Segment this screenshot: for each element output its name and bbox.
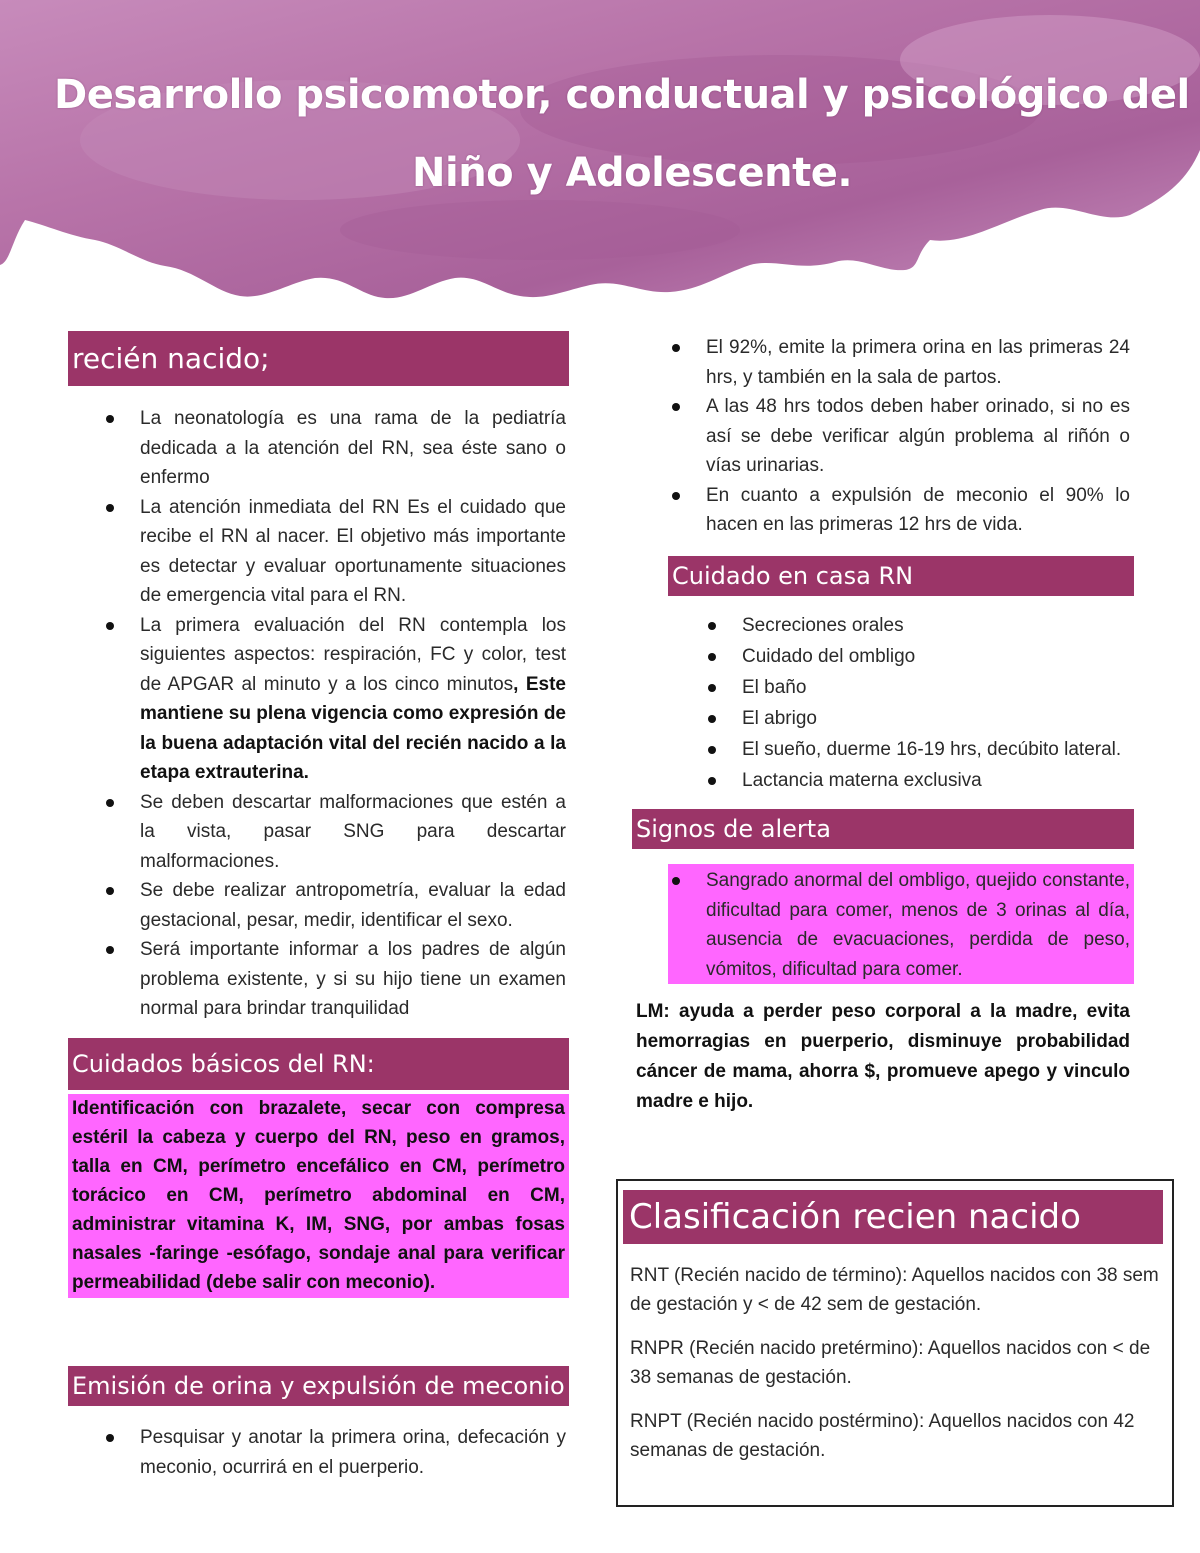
cuidados-basicos-text: Identificación con brazalete, secar con compresa estéril la cabeza y cuerpo del RN, peso en gramos, talla en CM, perímetro encefálico en CM, perímetro torácico en CM, perímetro abdominal en CM, administrar vitamina K, IM, SNG, por ambas fosas nasales -faringe -esófago, sondaje anal para verificar permeabilidad (debe salir con meconio). <box>68 1094 569 1298</box>
list-item: Se deben descartar malformaciones que estén a la vista, pasar SNG para descartar malformaciones. <box>100 788 566 877</box>
emision-list-part-1 <box>100 1423 566 1482</box>
list-item: Pesquisar y anotar la primera orina, defecación y meconio, ocurrirá en el puerperio. <box>100 1423 566 1482</box>
list-item: La primera evaluación del RN contempla los siguientes aspectos: respiración, FC y color, test de APGAR al minuto y a los cinco minutos, Este mantiene su plena vigencia como expresión de la buena adaptación vital del recién nacido a la etapa extrauterina. <box>100 611 566 788</box>
list-item: Cuidado del ombligo <box>702 642 1132 672</box>
clasificacion-item-rnpr: RNPR (Recién nacido pretérmino): Aquellos nacidos con < de 38 semanas de gestación. <box>630 1338 1151 1388</box>
list-item: La atención inmediata del RN Es el cuidado que recibe el RN al nacer. El objetivo más importante es detectar y evaluar oportunamente situaciones de emergencia vital para el RN. <box>100 493 566 611</box>
list-item: Se debe realizar antropometría, evaluar la edad gestacional, pesar, medir, identificar el sexo. <box>100 876 566 935</box>
cuidado-casa-list <box>702 611 1132 796</box>
list-item: El abrigo <box>702 704 1132 734</box>
page-title-line-2: Niño y Adolescente. <box>412 150 853 196</box>
list-item: La neonatología es una rama de la pediatría dedicada a la atención del RN, sea éste sano o enfermo <box>100 404 566 493</box>
list-item: Lactancia materna exclusiva <box>702 766 1132 796</box>
section-heading-clasificacion: Clasificación recien nacido <box>623 1190 1163 1244</box>
list-item: El sueño, duerme 16-19 hrs, decúbito lateral. <box>702 735 1132 765</box>
signos-alerta-list <box>666 866 1130 984</box>
list-item: Será importante informar a los padres de algún problema existente, y si su hijo tiene un examen normal para brindar tranquilidad <box>100 935 566 1024</box>
list-item: Secreciones orales <box>702 611 1132 641</box>
list-item: El baño <box>702 673 1132 703</box>
section-heading-emision: Emisión de orina y expulsión de meconio <box>68 1366 569 1406</box>
emision-list-part-2 <box>666 333 1130 540</box>
page-title-line-1: Desarrollo psicomotor, conductual y psicológico del <box>54 72 1190 118</box>
lm-benefits-text: LM: ayuda a perder peso corporal a la madre, evita hemorragias en puerperio, disminuye probabilidad cáncer de mama, ahorra $, promueve apego y vinculo madre e hijo. <box>636 1001 1130 1112</box>
section-heading-cuidado-casa: Cuidado en casa RN <box>668 556 1134 596</box>
section-heading-cuidados-basicos: Cuidados básicos del RN: <box>68 1038 569 1090</box>
section-heading-signos-alerta: Signos de alerta <box>632 809 1134 849</box>
clasificacion-item-rnpt: RNPT (Recién nacido postérmino): Aquellos nacidos con 42 semanas de gestación. <box>630 1411 1135 1461</box>
list-item: En cuanto a expulsión de meconio el 90% lo hacen en las primeras 12 hrs de vida. <box>666 481 1130 540</box>
clasificacion-item-rnt: RNT (Recién nacido de término): Aquellos nacidos con 38 sem de gestación y < de 42 sem de gestación. <box>630 1265 1159 1315</box>
recien-nacido-list <box>100 404 566 1024</box>
list-item: A las 48 hrs todos deben haber orinado, si no es así se debe verificar algún problema al riñón o vías urinarias. <box>666 392 1130 481</box>
section-heading-recien-nacido: recién nacido; <box>68 331 569 386</box>
list-item: Sangrado anormal del ombligo, quejido constante, dificultad para comer, menos de 3 orinas al día, ausencia de evacuaciones, perdida de peso, vómitos, dificultad para comer. <box>666 866 1130 984</box>
list-item: El 92%, emite la primera orina en las primeras 24 hrs, y también en la sala de partos. <box>666 333 1130 392</box>
